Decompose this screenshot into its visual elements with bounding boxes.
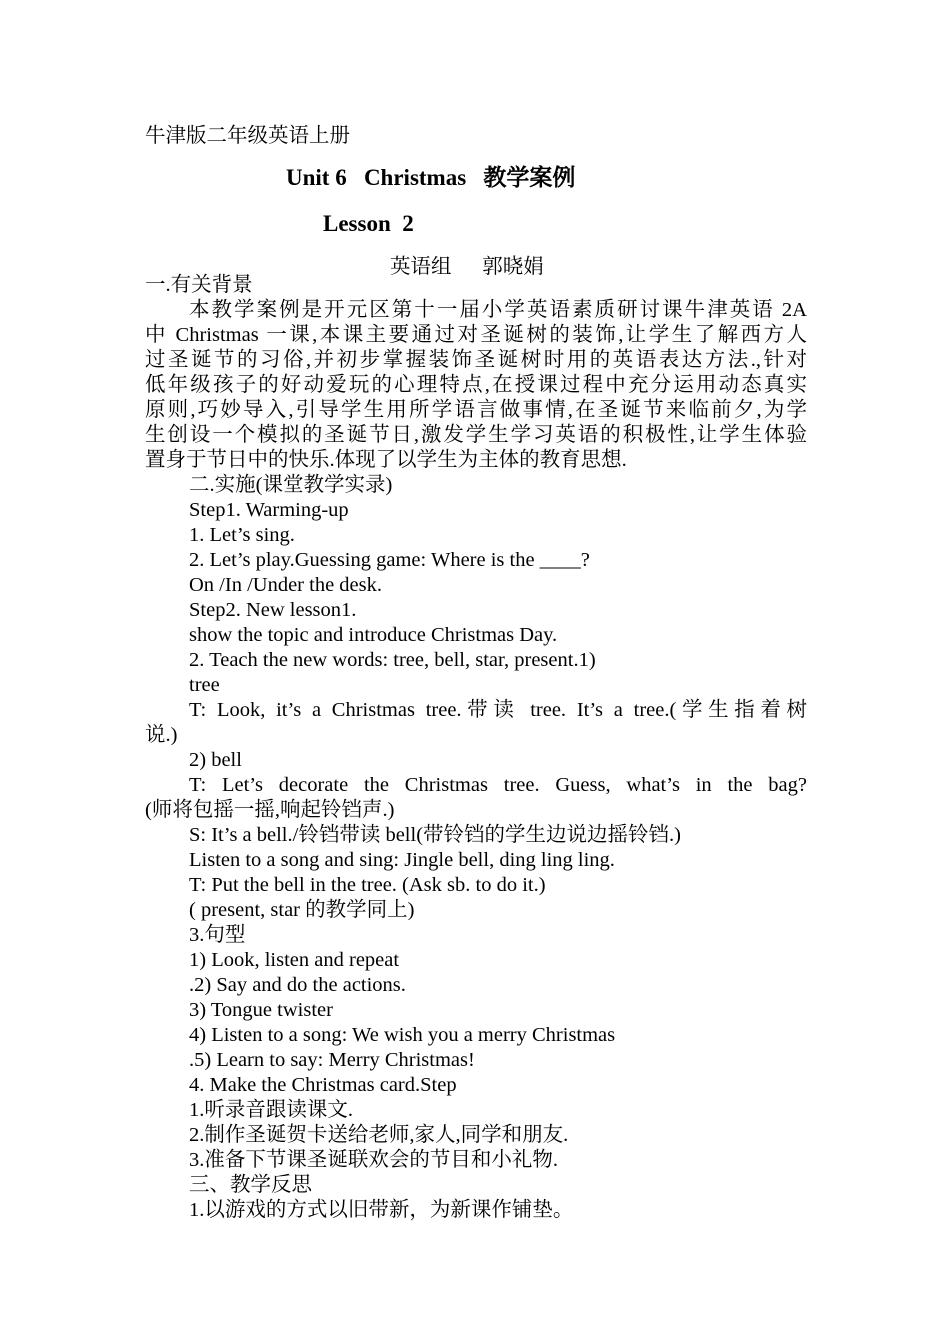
paragraph-line: 本教学案例是开元区第十一届小学英语素质研讨课牛津英语 2A — [189, 299, 807, 321]
lesson-step-line: 2.制作圣诞贺卡送给老师,家人,同学和朋友. — [189, 1124, 569, 1146]
lesson-step-line: tree — [189, 674, 220, 696]
paragraph-line: 生创设一个模拟的圣诞节日,激发学生学习英语的积极性,让学生体验 — [145, 424, 807, 446]
lesson-step-line: 1.以游戏的方式以旧带新，为新课作铺垫。 — [189, 1199, 574, 1221]
paragraph-line: 中 Christmas 一课,本课主要通过对圣诞树的装饰,让学生了解西方人 — [145, 324, 807, 346]
paragraph-line: 低年级孩子的好动爱玩的心理特点,在授课过程中充分运用动态真实 — [145, 374, 807, 396]
dialogue-line: (师将包摇一摇,响起铃铛声.) — [145, 799, 395, 821]
paragraph-line: 过圣诞节的习俗,并初步掌握装饰圣诞树时用的英语表达方法.,针对 — [145, 349, 807, 371]
section-heading-reflection: 三、教学反思 — [189, 1174, 312, 1196]
lesson-step-line: 4. Make the Christmas card.Step — [189, 1074, 457, 1096]
lesson-step-line: 3.句型 — [189, 924, 246, 946]
lesson-step-line: .2) Say and do the actions. — [189, 974, 406, 996]
lesson-step-line: 2. Let’s play.Guessing game: Where is the ____? — [189, 549, 590, 571]
lesson-step-line: 2) bell — [189, 749, 242, 771]
lesson-step-line: S: It’s a bell./铃铛带读 bell(带铃铛的学生边说边摇铃铛.) — [189, 824, 681, 846]
lesson-step-line: show the topic and introduce Christmas Day. — [189, 624, 558, 646]
lesson-step-line: Step1. Warming-up — [189, 499, 349, 521]
book-title: 牛津版二年级英语上册 — [145, 125, 350, 147]
dialogue-line: 说.) — [145, 724, 178, 746]
lesson-step-line: 3) Tongue twister — [189, 999, 333, 1021]
lesson-step-line: 1.听录音跟读课文. — [189, 1099, 353, 1121]
lesson-step-line: T: Put the bell in the tree. (Ask sb. to do it.) — [189, 874, 546, 896]
lesson-title: Lesson 2 — [323, 211, 414, 236]
lesson-step-line: 3.准备下节课圣诞联欢会的节目和小礼物. — [189, 1149, 558, 1171]
lesson-step-line: On /In /Under the desk. — [189, 574, 382, 596]
unit-title: Unit 6 Christmas 教学案例 — [286, 165, 576, 190]
lesson-step-line: Step2. New lesson1. — [189, 599, 357, 621]
paragraph-line: 置身于节日中的快乐.体现了以学生为主体的教育思想. — [145, 449, 627, 471]
section-heading-background: 一.有关背景 — [145, 274, 253, 296]
lesson-step-line: 1) Look, listen and repeat — [189, 949, 400, 971]
paragraph-line: 原则,巧妙导入,引导学生用所学语言做事情,在圣诞节来临前夕,为学 — [145, 399, 807, 421]
lesson-step-line: 1. Let’s sing. — [189, 524, 295, 546]
dialogue-line: T: Let’s decorate the Christmas tree. Guess, what’s in the bag? — [189, 774, 807, 796]
lesson-step-line: ( present, star 的教学同上) — [189, 899, 415, 921]
lesson-step-line: .5) Learn to say: Merry Christmas! — [189, 1049, 475, 1071]
dialogue-line: T: Look, it’s a Christmas tree.带读 tree. It’s a tree.(学生指着树 — [189, 699, 807, 721]
section-heading-implementation: 二.实施(课堂教学实录) — [189, 474, 393, 496]
lesson-step-line: 2. Teach the new words: tree, bell, star, present.1) — [189, 649, 596, 671]
author-line: 英语组 郭晓娟 — [390, 256, 544, 278]
lesson-step-line: Listen to a song and sing: Jingle bell, ding ling ling. — [189, 849, 615, 871]
lesson-step-line: 4) Listen to a song: We wish you a merry Christmas — [189, 1024, 616, 1046]
